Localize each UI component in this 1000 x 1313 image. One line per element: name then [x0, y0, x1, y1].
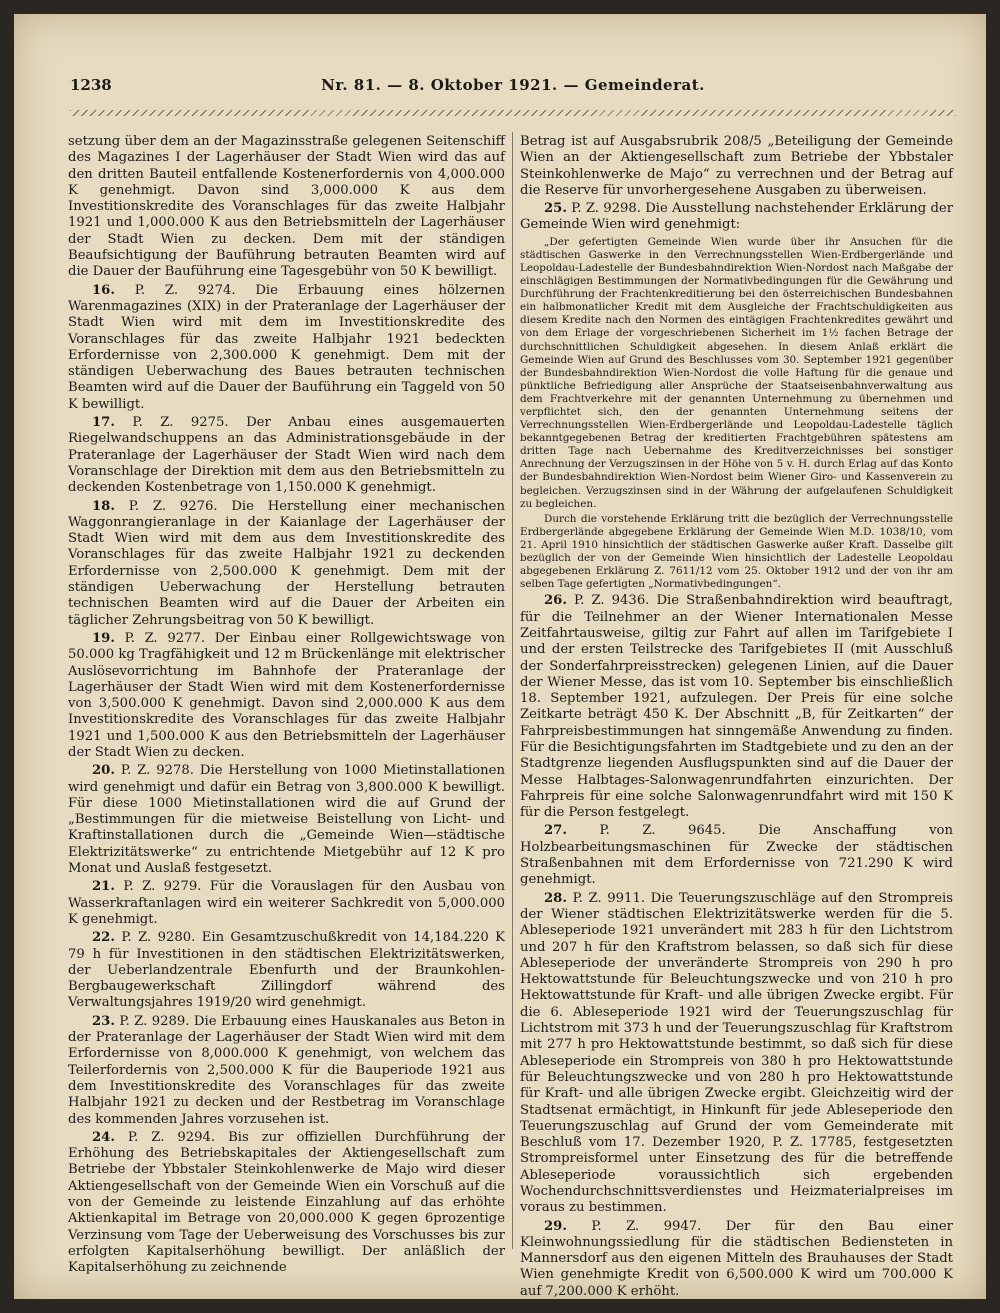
item-number: 29.	[544, 1218, 567, 1234]
item-number: 26.	[544, 593, 567, 609]
item-number: 19.	[92, 630, 115, 646]
paragraph-item	[520, 201, 953, 234]
item-number: 23.	[92, 1013, 115, 1029]
item-text: Der Einbau einer Rollgewichtswage von 50.000 kg Tragfähigkeit und 12 m Brückenlänge mit elektrischer Auslösevorrichtung im Bahnhofe der Prateranlage der Lagerhäuser der Stadt Wien wird mit dem Kostenerfordernisse von 3,500.000 K genehmigt. Davon sind 2,000.000 K aus dem Investitionskredite des Voranschlages für das zweite Halbjahr 1921 und 1,500.000 K aus den Betriebsmitteln der Lagerhäuser der Stadt Wien zu decken.	[68, 630, 505, 760]
item-number: 27.	[544, 823, 567, 839]
item-reference: P. Z. 9275.	[132, 415, 229, 431]
paragraph-item	[520, 823, 953, 888]
item-text: Die Herstellung einer mechanischen Waggonrangieranlage in der Kaianlage der Lagerhäuser der Stadt Wien wird mit dem aus dem Investitionskredite des Voranschlages für das zweite Halbjahr 1921 zu deckenden Erfordernisse von 2,500.000 K genehmigt. Dem mit der ständigen Ueberwachung der Herstellung betrauten technischen Beamten wird auf die Dauer der Arbeiten ein täglicher Zehrungsbeitrag von 50 K bewilligt.	[68, 498, 505, 628]
right-column	[520, 134, 954, 1299]
item-text: Durch die vorstehende Erklärung tritt die bezüglich der Verrechnungsstelle Erdbergerlände abgegebene Erklärung der Gemeinde Wien M.D. 1038/10, vom 21. April 1910 hinsichtlich der städtischen Gaswerke außer Kraft. Dasselbe gilt bezüglich der von der Gemeinde Wien hinsichtlich der Ladestelle Leopoldau abgegebenen Erklärung Z. 7611/12 vom 25. Oktober 1912 und der von ihr am selben Tage gefertigten „Normativbedingungen“.	[520, 512, 953, 591]
paragraph-item	[68, 283, 505, 413]
item-reference: P. Z. 9276.	[128, 498, 218, 514]
column-divider	[512, 132, 513, 1249]
item-number: 24.	[92, 1129, 115, 1145]
item-text: Die Erbauung eines Hauskanales aus Beton in der Prateranlage der Lagerhäuser der Stadt Wien wird mit dem Erfordernisse von 8,000.000 K genehmigt, von welchem das Teilerfordernis von 2,500.000 K für die Bauperiode 1921 aus dem Investitionskredite des Voranschlages für das zweite Halbjahr 1921 zu decken und der Restbetrag im Voranschlage des kommenden Jahres vorzusehen ist.	[68, 1013, 505, 1127]
item-text: Der für den Bau einer Kleinwohnungssiedlung für die städtischen Bediensteten in Mannersdorf aus den eigenen Mitteln des Brauhauses der Stadt Wien genehmigte Kredit von 6,500.000 K wird um 700.000 K auf 7,200.000 K erhöht.	[520, 1218, 953, 1299]
header-rule	[70, 110, 956, 116]
item-text: Bis zur offiziellen Durchführung der Erhöhung des Betriebskapitales der Aktiengesellschaft zum Betriebe der Ybbstaler Steinkohlenwerke de Majo wird dieser Aktiengesellschaft von der Gemeinde Wien ein Vorschuß auf die von der Gemeinde zu leistende Einzahlung auf das erhöhte Aktienkapital im Betrage von 20,000.000 K gegen 6prozentige Verzinsung vom Tage der Ueberweisung des Vorschusses bis zur erfolgten Kapitalserhöhung bewilligt. Der anläßlich der Kapitalserhöhung zu zeichnende	[68, 1129, 505, 1276]
paragraph-item	[520, 593, 953, 821]
item-reference: P. Z. 9947.	[591, 1218, 702, 1234]
item-text: Die Anschaffung von Holzbearbeitungsmaschinen für Zwecke der städtischen Straßenbahnen mit dem Erfordernisse von 721.290 K wird genehmigt.	[520, 823, 953, 888]
paragraph-item	[68, 415, 505, 496]
item-text: Für die Vorauslagen für den Ausbau von Wasserkraftanlagen wird ein weiterer Sachkredit von 5,000.000 K genehmigt.	[68, 879, 505, 927]
paragraph-item	[520, 891, 953, 1217]
item-reference: P. Z. 9280.	[121, 930, 196, 946]
item-number: 28.	[544, 890, 567, 906]
item-text: Der Anbau eines ausgemauerten Riegelwandschuppens an das Administrationsgebäude in der Prateranlage der Lagerhäuser der Stadt Wien wird nach dem Voranschlage der Direktion mit dem aus den Betriebsmitteln zu deckenden Kostenbetrage von 1,150.000 K genehmigt.	[68, 415, 505, 496]
paragraph-item	[68, 1014, 505, 1128]
paragraph-item	[68, 1130, 505, 1277]
left-column	[68, 134, 505, 1276]
item-text: Die Herstellung von 1000 Mietinstallationen wird genehmigt und dafür ein Betrag von 3,800.000 K bewilligt. Für diese 1000 Mietinstallationen wird die auf Grund der „Bestimmungen für die mietweise Beistellung von Licht- und Kraftinstallationen durch die „Gemeinde Wien—städtische Elektrizitätswerke“ zu entrichtende Mietgebühr auf 12 K pro Monat und Auslaß festgesetzt.	[68, 763, 505, 877]
item-number: 18.	[92, 498, 115, 514]
paragraph-item	[68, 631, 505, 761]
item-reference: P. Z. 9278.	[120, 763, 194, 779]
item-number: 25.	[544, 201, 567, 217]
document-page	[14, 14, 986, 1299]
item-number: 22.	[92, 930, 115, 946]
item-text: Die Straßenbahndirektion wird beauftragt, für die Teilnehmer an der Wiener Internationalen Messe Zeitfahrtausweise, giltig zur Fahrt auf allen im Tarifgebiete I und der ersten Teilstrecke des Tarifgebietes II (mit Ausschluß der Sonderfahrpreisstrecken) gelegenen Linien, auf die Dauer der Wiener Messe, das ist vom 10. September bis einschließlich 18. September 1921, aufzulegen. Der Preis für eine solche Zeitkarte beträgt 450 K. Der Abschnitt „B, für Zeitkarten“ der Fahrpreisbestimmungen hat sinngemäße Anwendung zu finden. Für die Besichtigungsfahrten im Stadtgebiete und zu den an der Stadtgrenze liegenden Ausflugspunkten sind auf die Dauer der Messe Halbtages-Salonwagenrundfahrten einzurichten. Der Fahrpreis für eine solche Salonwagenrundfahrt wird mit 150 K für die Person festgelegt.	[520, 593, 953, 821]
paragraph-item	[520, 1219, 953, 1300]
item-text: Die Erbauung eines hölzernen Warenmagazines (XIX) in der Prateranlage der Lagerhäuser der Stadt Wien wird mit dem im Investitionskredite des Voranschlages für das zweite Halbjahr 1921 bedeckten Erfordernisse von 2,300.000 K genehmigt. Dem mit der ständigen Ueberwachung des Baues betrauten technischen Beamten wird auf die Dauer der Bauführung ein Taggeld von 50 K bewilligt.	[68, 282, 505, 412]
item-text: Betrag ist auf Ausgabsrubrik 208/5 „Beteiligung der Gemeinde Wien an der Aktiengesellschaft zum Betriebe der Ybbstaler Steinkohlenwerke de Majo“ zu verrechnen und der Betrag auf die Reserve für unvorhergesehene Ausgaben zu überweisen.	[520, 134, 953, 198]
page-number: 1238	[70, 76, 112, 94]
item-reference: P. Z. 9289.	[119, 1013, 190, 1029]
item-reference: P. Z. 9277.	[124, 630, 206, 646]
item-number: 16.	[92, 282, 115, 298]
paragraph-item	[68, 499, 505, 629]
item-reference: P. Z. 9279.	[123, 879, 202, 895]
item-reference: P. Z. 9274.	[134, 282, 236, 298]
paragraph-item	[68, 763, 505, 877]
page-header	[70, 76, 956, 104]
item-text: „Der gefertigten Gemeinde Wien wurde über ihr Ansuchen für die städtischen Gaswerke in den Verrechnungsstellen Wien-Erdbergerlände und Leopoldau-Ladestelle der Bundesbahndirektion Wien-Nordost nach Maßgabe der einschlägigen Bestimmungen der Normativbedingungen für die Gewährung und Durchführung der Frachtenkreditierung bei den österreichischen Bundesbahnen ein halbmonatlicher Kredit mit dem Ausgleiche der Frachtschuldigkeiten aus diesem Kredite nach den Normen des eintägigen Frachtenkredites gewährt und von dem Erlage der vorgeschriebenen Sicherheit im 1½ fachen Betrage der durchschnittlichen Schuldigkeit abgesehen. In diesem Anlaß erklärt die Gemeinde Wien auf Grund des Beschlusses vom 30. September 1921 gegenüber der Bundesbahndirektion Wien-Nordost die volle Haftung für die genaue und pünktliche Befriedigung aller Ansprüche der Staatseisenbahnverwaltung aus dem Frachtverkehre mit der genannten Unternehmung zu übernehmen und verpflichtet sich, den der genannten Unternehmung seitens der Verrechnungsstellen Wien-Erdbergerlände und Leopoldau-Ladestelle täglich bekanntgegebenen Betrag der kreditierten Frachtgebühren spätestens am dritten Tage nach Uebernahme des Kreditverzeichnisses bei sonstiger Anrechnung der Verzugszinsen in der Höhe von 5 v. H. durch Erlag auf das Konto der Bundesbahndirektion Wien-Nordost beim Wiener Giro- und Kassenverein zu begleichen. Verzugszinsen sind in der Währung der aufgelaufenen Schuldigkeit zu begleichen.	[520, 235, 953, 510]
item-text: Ein Gesamtzuschußkredit von 14,184.220 K 79 h für Investitionen in den städtischen Elektrizitätswerken, der Ueberlandzentrale Ebenfurth und der Braunkohlen-Bergbaugewerkschaft Zillingdorf während des Verwaltungsjahres 1919/20 wird genehmigt.	[68, 930, 505, 1011]
item-reference: P. Z. 9645.	[599, 823, 726, 839]
item-number: 21.	[92, 879, 115, 895]
item-reference: P. Z. 9294.	[127, 1129, 216, 1145]
header-title: Nr. 81. — 8. Oktober 1921. — Gemeinderat.	[321, 76, 705, 94]
item-text: Die Ausstellung nachstehender Erklärung der Gemeinde Wien wird genehmigt:	[520, 201, 953, 233]
item-text: Die Teuerungszuschläge auf den Strompreis der Wiener städtischen Elektrizitätswerke werden für die 5. Ableseperiode 1921 unverändert mit 283 h für den Lichtstrom und 207 h für den Kraftstrom belassen, so daß sich für diese Ableseperiode der unveränderte Strompreis von 290 h pro Hektowattstunde für Beleuchtungszwecke und von 210 h pro Hektowattstunde für Kraft- und alle übrigen Zwecke ergibt. Für die 6. Ableseperiode 1921 wird der Teuerungszuschlag für Lichtstrom mit 373 h und der Teuerungszuschlag für Kraftstrom mit 277 h pro Hektowattstunde bestimmt, so daß sich für diese Ableseperiode ein Strompreis von 380 h pro Hektowattstunde für Beleuchtungszwecke und von 280 h pro Hektowattstunde für Kraft- und alle übrigen Zwecke ergibt. Gleichzeitig wird der Stadtsenat ermächtigt, in Hinkunft für jede Ableseperiode den Teuerungszuschlag auf Grund der vom Gemeinderate mit Beschluß vom 17. Dezember 1920, P. Z. 17785, festgesetzten Strompreisformel unter Einsetzung des für die betreffende Ableseperiode voraussichtlich sich ergebenden Wochendurchschnittsverdienstes und Heizmaterialpreises im voraus zu bestimmen.	[520, 890, 954, 1216]
paragraph-item	[68, 930, 505, 1011]
quoted-declaration	[520, 236, 953, 511]
item-reference: P. Z. 9911.	[572, 890, 646, 906]
item-number: 20.	[92, 763, 115, 779]
item-reference: P. Z. 9298.	[571, 201, 641, 217]
item-text: setzung über dem an der Magazinsstraße gelegenen Seitenschiff des Magazines I der Lagerhäuser der Stadt Wien wird das auf den dritten Bauteil entfallende Kostenerfordernis von 4,000.000 K genehmigt. Davon sind 3,000.000 K aus dem Investitionskredite des Voranschlages für das zweite Halbjahr 1921 und 1,000.000 K aus den Betriebsmitteln der Lagerhäuser der Stadt Wien zu decken. Dem mit der ständigen Beaufsichtigung der Bauführung betrauten Beamten wird auf die Dauer der Bauführung eine Tagesgebühr von 50 K bewilligt.	[68, 134, 505, 280]
paragraph-continuation	[68, 134, 505, 281]
item-reference: P. Z. 9436.	[574, 593, 650, 609]
paragraph-continuation	[520, 134, 953, 199]
paragraph-item	[68, 879, 505, 928]
quoted-declaration	[520, 513, 953, 592]
item-number: 17.	[92, 415, 115, 431]
